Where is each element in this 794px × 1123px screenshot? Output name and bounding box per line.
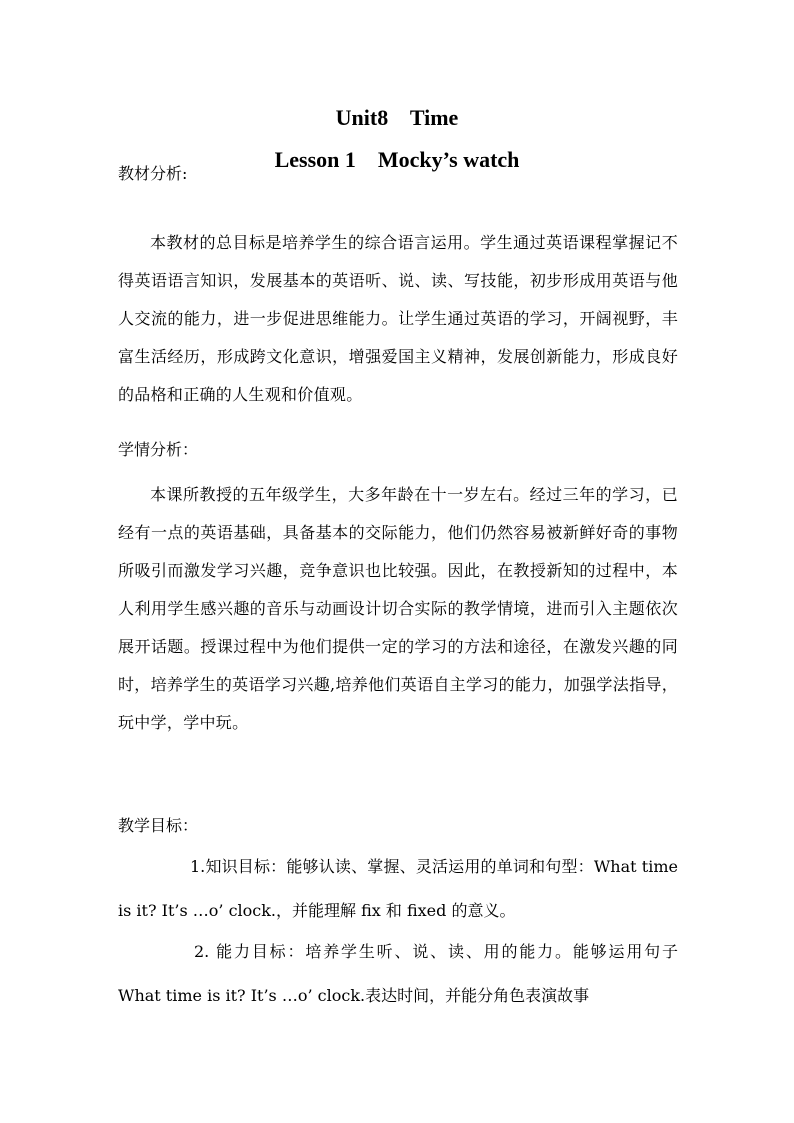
materials-analysis-heading: 教材分析: [118, 164, 188, 183]
ability-goal: 2. 能力目标：培养学生听、说、读、用的能力。能够运用句子 What time is it? It’s …o’ clock.表达时间，并能分角色表演故事 [118, 942, 678, 1005]
unit-title: Unit8 Time [335, 105, 459, 130]
teaching-goals-heading: 教学目标： [118, 816, 199, 835]
student-analysis-paragraph: 本课所教授的五年级学生，大多年龄在十一岁左右。经过三年的学习，已经有一点的英语基础，具备基本的交际能力，他们仍然容易被新鲜好奇的事物所吸引而激发学习兴趣，竞争意识也比较强。因此，在教授新知的过程中，本人利用学生感兴趣的音乐与动画设计切合实际的教学情境，进而引入主题依次展开话题。授课过程中为他们提供一定的学习的方法和途径，在激发兴趣的同时，培养学生的英语学习兴趣,培养他们英语自主学习的能力，加强学法指导，玩中学，学中玩。 [118, 485, 678, 732]
lesson-title: Lesson 1 Mocky’s watch [274, 147, 520, 172]
materials-analysis-paragraph: 本教材的总目标是培养学生的综合语言运用。学生通过英语课程掌握记不得英语语言知识，发展基本的英语听、说、读、写技能，初步形成用英语与他人交流的能力，进一步促进思维能力。让学生通过英语的学习，开阔视野，丰富生活经历，形成跨文化意识，增强爱国主义精神，发展创新能力，形成良好的品格和正确的人生观和价值观。 [118, 233, 678, 404]
knowledge-goal: 1.知识目标：能够认读、掌握、灵活运用的单词和句型：What time is it? It’s …o’ clock.，并能理解 fix 和 fixed 的意义。 [118, 857, 678, 920]
student-analysis-heading: 学情分析： [118, 440, 199, 459]
